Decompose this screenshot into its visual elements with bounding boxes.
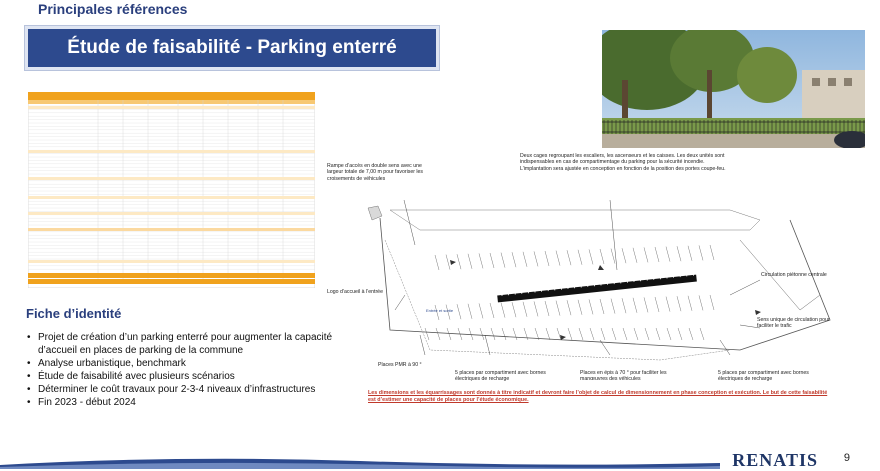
annotation-one-way: Sens unique de circulation pour faciliter le trafic: [757, 317, 830, 330]
banner-title: Étude de faisabilité - Parking enterré: [67, 37, 397, 58]
bullet-item: • Étude de faisabilité avec plusieurs scénarios: [26, 370, 356, 383]
footer-wave: [0, 455, 720, 469]
annotation-ev-right: 5 places par compartiment avec bornes électriques de recharge: [718, 370, 809, 383]
annotation-cages: Deux cages regroupant les escaliers, les ascenseurs et les caisses. Les deux unités sont indispensables en cas de compartimentage du parking pour la sécurité incendie. L’implantation sera ajustée en conception en fonction de la position des portes coupe-feu.: [520, 153, 726, 172]
bullet-item: • Projet de création d’un parking enterré pour augmenter la capacité d’accueil en places de parking de la commune: [26, 331, 356, 357]
renatis-logo: RENATIS: [732, 450, 818, 470]
section-title: Principales références: [38, 1, 188, 17]
svg-text:Entrée et sortie: Entrée et sortie: [426, 308, 454, 313]
disclaimer-note: Les dimensions et les équarrissages sont donnés à titre indicatif et devront faire l’objet de calcul de dimensionnement en phase conception et exécution. Le but de cette faisabilité est d’estimer une capacité de places pour l’étude économique.: [368, 390, 828, 403]
bullet-item: • Fin 2023 - début 2024: [26, 396, 356, 409]
parking-plan-drawing: [360, 200, 860, 385]
annotation-herringbone: Places en épis à 70 ° pour faciliter les manœuvres des véhicules: [580, 370, 667, 383]
page-number: 9: [843, 452, 850, 464]
bullet-item: • Analyse urbanistique, benchmark: [26, 357, 356, 370]
cost-spreadsheet-thumbnail: [28, 92, 315, 288]
annotation-ramp: Rampe d’accès en double sens avec une largeur totale de 7,00 m pour favoriser les croisements de véhicules: [327, 163, 424, 182]
identity-title: Fiche d’identité: [26, 306, 122, 321]
title-banner: [25, 26, 439, 70]
annotation-logo-entry: Logo d’accueil à l’entrée: [327, 289, 383, 295]
identity-bullets: [26, 331, 356, 409]
bullet-item: • Déterminer le coût travaux pour 2-3-4 niveaux d’infrastructures: [26, 383, 356, 396]
annotation-ev-left: 5 places par compartiment avec bornes électriques de recharge: [455, 370, 546, 383]
site-photo: [602, 30, 865, 148]
annotation-pedestrian: Circulation piétonne centrale: [761, 272, 827, 278]
annotation-pmr: Places PMR à 90 °: [378, 362, 422, 368]
